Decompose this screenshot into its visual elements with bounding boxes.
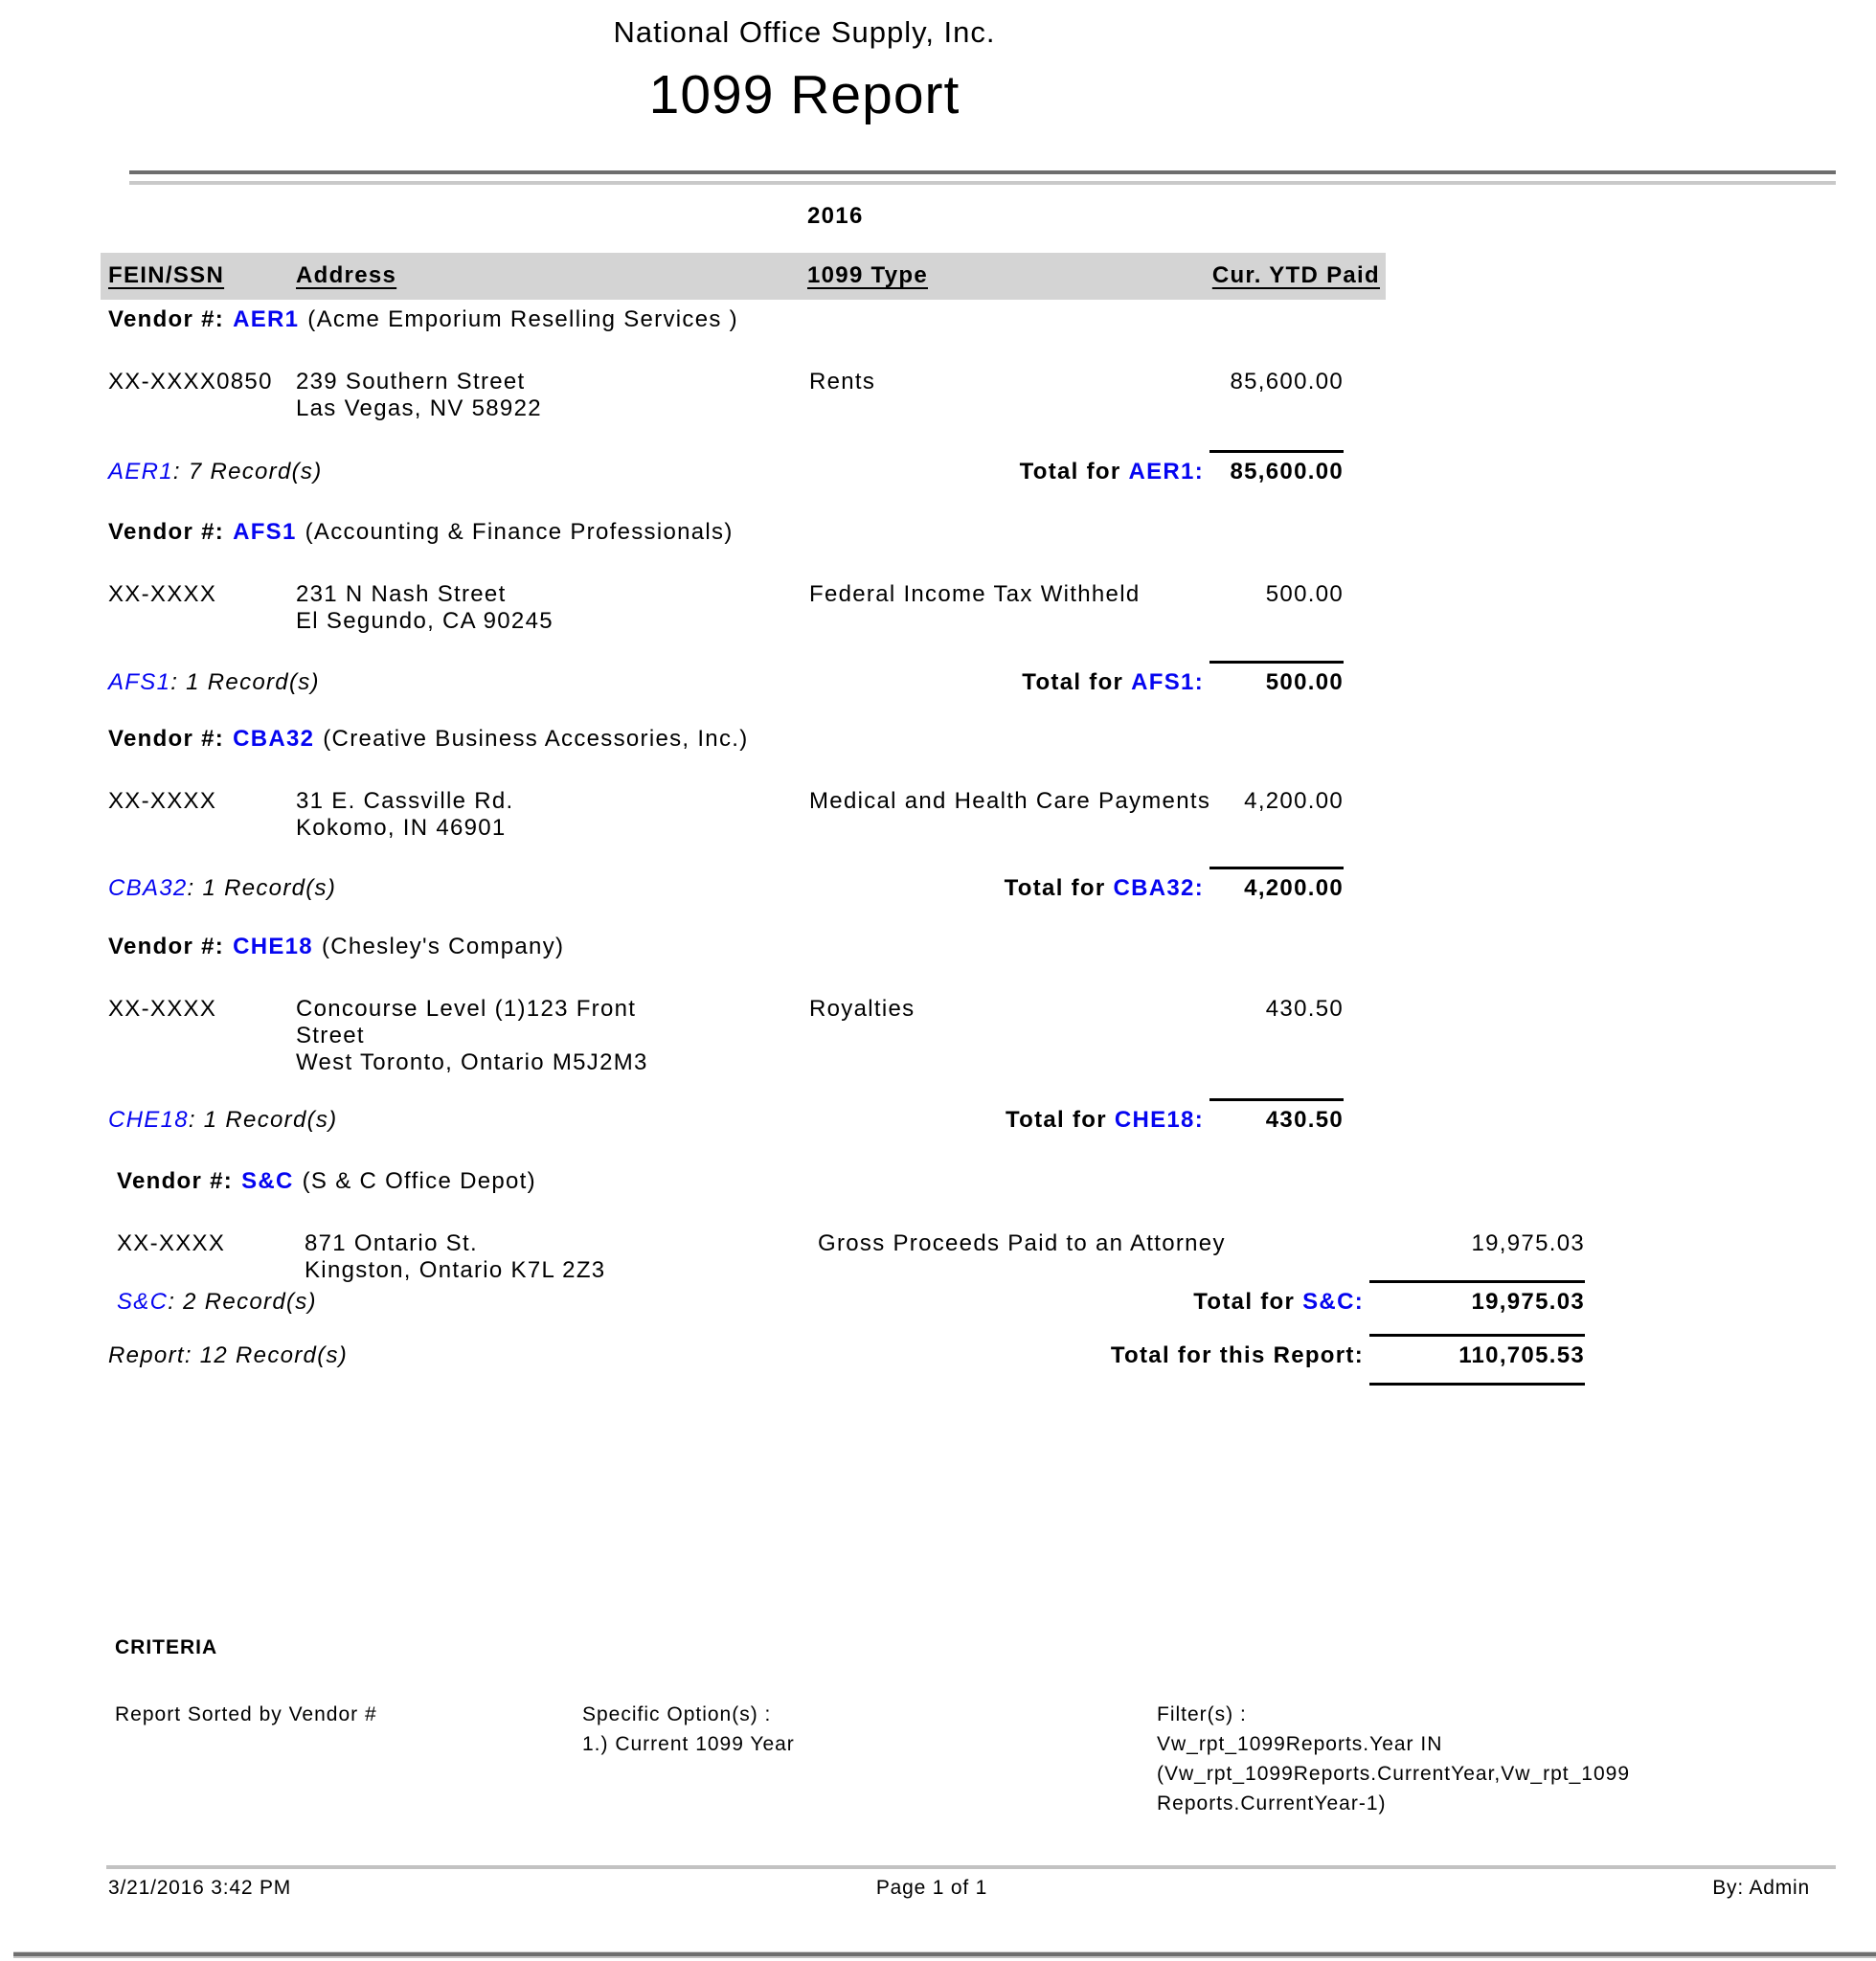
vendor-summary-row: [108, 867, 1344, 902]
vendor-label: Vendor #:: [108, 934, 225, 959]
cell-address: [296, 996, 809, 1076]
vendor-name: (Accounting & Finance Professionals): [305, 519, 734, 545]
address-line: 231 N Nash Street: [296, 581, 507, 607]
table-row: [108, 996, 1344, 1076]
vendor-label: Vendor #:: [108, 519, 225, 545]
vendor-code: CHE18: [108, 1107, 189, 1133]
vendor-name: (Creative Business Accessories, Inc.): [323, 726, 749, 752]
cell-1099-type: Rents: [809, 369, 876, 394]
cell-amount: 430.50: [1265, 996, 1344, 1022]
total-amount: 430.50: [1209, 1098, 1344, 1134]
vendor-heading: [108, 726, 749, 753]
vendor-code: S&C: [241, 1168, 294, 1194]
column-header-cur-ytd-paid: Cur. YTD Paid: [1211, 262, 1380, 288]
vendor-record-count: [108, 867, 336, 902]
address-line: 239 Southern Street: [296, 369, 526, 394]
cell-amount: 4,200.00: [1244, 788, 1344, 814]
table-row: [108, 581, 1344, 635]
records-text: : 7 Record(s): [172, 459, 323, 485]
total-label: [1020, 450, 1204, 485]
cell-amount: 500.00: [1265, 581, 1344, 607]
vendor-code: S&C: [117, 1289, 169, 1315]
table-row: [108, 788, 1344, 842]
report-summary-row: [108, 1334, 1585, 1386]
report-total: [1111, 1334, 1585, 1386]
vendor-code: AER1: [108, 459, 173, 485]
table-row: [108, 369, 1344, 422]
options-label: Specific Option(s) :: [582, 1703, 772, 1725]
cell-address: [296, 581, 809, 635]
vendor-name: (Acme Emporium Reselling Services ): [307, 306, 738, 332]
vendor-code: AFS1: [108, 669, 171, 695]
cell-1099-type: Royalties: [809, 996, 915, 1022]
address-line: West Toronto, Ontario M5J2M3: [296, 1049, 648, 1075]
records-text: : 1 Record(s): [187, 875, 337, 901]
column-header-1099-type: 1099 Type: [807, 262, 928, 288]
column-header-band: [101, 253, 1386, 300]
address-line: 31 E. Cassville Rd.: [296, 788, 514, 814]
vendor-total: [1022, 661, 1344, 696]
footer-datetime: 3/21/2016 3:42 PM: [108, 1877, 292, 1899]
report-header: [101, 15, 1508, 126]
cell-fein: XX-XXXX: [108, 996, 217, 1022]
vendor-heading: [108, 519, 734, 546]
filter-line: Reports.CurrentYear-1): [1157, 1792, 1387, 1814]
vendor-heading: [117, 1168, 536, 1195]
cell-1099-type: Gross Proceeds Paid to an Attorney: [818, 1230, 1226, 1256]
vendor-code: CHE18: [233, 934, 313, 959]
cell-1099-type: Federal Income Tax Withheld: [809, 581, 1141, 607]
criteria-heading: CRITERIA: [115, 1636, 218, 1658]
vendor-code: AER1: [233, 306, 300, 332]
total-label: [1022, 661, 1204, 696]
total-label: [1193, 1280, 1364, 1316]
vendor-code: AER1:: [1128, 459, 1204, 485]
cell-fein: XX-XXXX: [108, 581, 217, 607]
vendor-name: (S & C Office Depot): [302, 1168, 536, 1194]
vendor-total: [1005, 867, 1344, 902]
vendor-code: AFS1:: [1131, 669, 1204, 695]
report-total-label: Total for this Report:: [1110, 1342, 1364, 1368]
cell-fein: XX-XXXX0850: [108, 369, 273, 394]
footer-page-number: Page 1 of 1: [875, 1877, 988, 1899]
column-header-address: Address: [296, 262, 397, 288]
total-amount: 85,600.00: [1209, 450, 1344, 485]
criteria-options: [582, 1700, 795, 1759]
address-line: 871 Ontario St.: [305, 1230, 478, 1256]
total-label: [1006, 1098, 1204, 1134]
total-prefix: Total for: [1022, 669, 1124, 695]
vendor-label: Vendor #:: [117, 1168, 234, 1194]
vendor-total: [1006, 1098, 1344, 1134]
vendor-record-count: [108, 1098, 337, 1134]
total-prefix: Total for: [1004, 875, 1106, 901]
vendor-code: CHE18:: [1114, 1107, 1204, 1133]
vendor-total: [1020, 450, 1344, 485]
address-line: Concourse Level (1)123 Front: [296, 996, 637, 1022]
total-amount: 4,200.00: [1209, 867, 1344, 902]
address-line: Street: [296, 1023, 365, 1048]
total-prefix: Total for: [1193, 1289, 1296, 1315]
vendor-record-count: [108, 450, 323, 485]
vendor-heading: [108, 306, 738, 333]
records-text: : 1 Record(s): [170, 669, 320, 695]
cell-address: [305, 1230, 818, 1284]
vendor-code: CBA32: [233, 726, 315, 752]
address-line: Kokomo, IN 46901: [296, 815, 507, 841]
page-title: 1099 Report: [648, 64, 961, 125]
cell-address: [296, 788, 809, 842]
cell-address: [296, 369, 809, 422]
filter-line: (Vw_rpt_1099Reports.CurrentYear,Vw_rpt_1099: [1157, 1763, 1630, 1785]
cell-fein: XX-XXXX: [117, 1230, 226, 1256]
page-bottom-edge: [13, 1951, 1876, 1958]
vendor-code: CBA32: [108, 875, 188, 901]
vendor-summary-row: [108, 661, 1344, 696]
vendor-heading: [108, 934, 564, 960]
total-amount: 500.00: [1209, 661, 1344, 696]
vendor-label: Vendor #:: [108, 726, 225, 752]
vendor-summary-row: [117, 1280, 1585, 1316]
header-divider-dark: [129, 170, 1836, 174]
vendor-record-count: [108, 661, 320, 696]
footer-divider: [106, 1865, 1836, 1869]
vendor-code: S&C:: [1302, 1289, 1364, 1315]
cell-1099-type: Medical and Health Care Payments: [809, 788, 1211, 814]
address-line: El Segundo, CA 90245: [296, 608, 554, 634]
total-label: [1005, 867, 1204, 902]
cell-amount: 85,600.00: [1230, 369, 1344, 394]
total-prefix: Total for: [1005, 1107, 1107, 1133]
records-text: : 2 Record(s): [168, 1289, 317, 1315]
table-row: [117, 1230, 1585, 1284]
total-amount: 19,975.03: [1369, 1280, 1585, 1316]
report-year: 2016: [807, 203, 864, 229]
records-text: : 1 Record(s): [188, 1107, 338, 1133]
address-line: Kingston, Ontario K7L 2Z3: [305, 1257, 606, 1283]
criteria-filters: [1157, 1700, 1693, 1818]
header-divider-light: [129, 181, 1836, 185]
vendor-summary-row: [108, 1098, 1344, 1134]
report-record-count: Report: 12 Record(s): [108, 1342, 349, 1368]
vendor-record-count: [117, 1280, 317, 1316]
vendor-total: [1193, 1280, 1585, 1316]
option-item: 1.) Current 1099 Year: [582, 1733, 795, 1755]
report-total-amount: 110,705.53: [1369, 1334, 1585, 1386]
criteria-sorted-by: Report Sorted by Vendor #: [115, 1703, 377, 1725]
filter-line: Vw_rpt_1099Reports.Year IN: [1157, 1733, 1443, 1755]
vendor-code: AFS1: [233, 519, 297, 545]
vendor-code: CBA32:: [1113, 875, 1204, 901]
footer-generated-by: By: Admin: [1712, 1877, 1810, 1899]
cell-amount: 19,975.03: [1471, 1230, 1585, 1256]
column-header-fein: FEIN/SSN: [108, 262, 225, 288]
company-name: National Office Supply, Inc.: [613, 15, 996, 49]
total-prefix: Total for: [1019, 459, 1121, 485]
vendor-summary-row: [108, 450, 1344, 485]
vendor-label: Vendor #:: [108, 306, 225, 332]
filters-label: Filter(s) :: [1157, 1703, 1247, 1725]
vendor-name: (Chesley's Company): [321, 934, 565, 959]
address-line: Las Vegas, NV 58922: [296, 395, 542, 421]
cell-fein: XX-XXXX: [108, 788, 217, 814]
